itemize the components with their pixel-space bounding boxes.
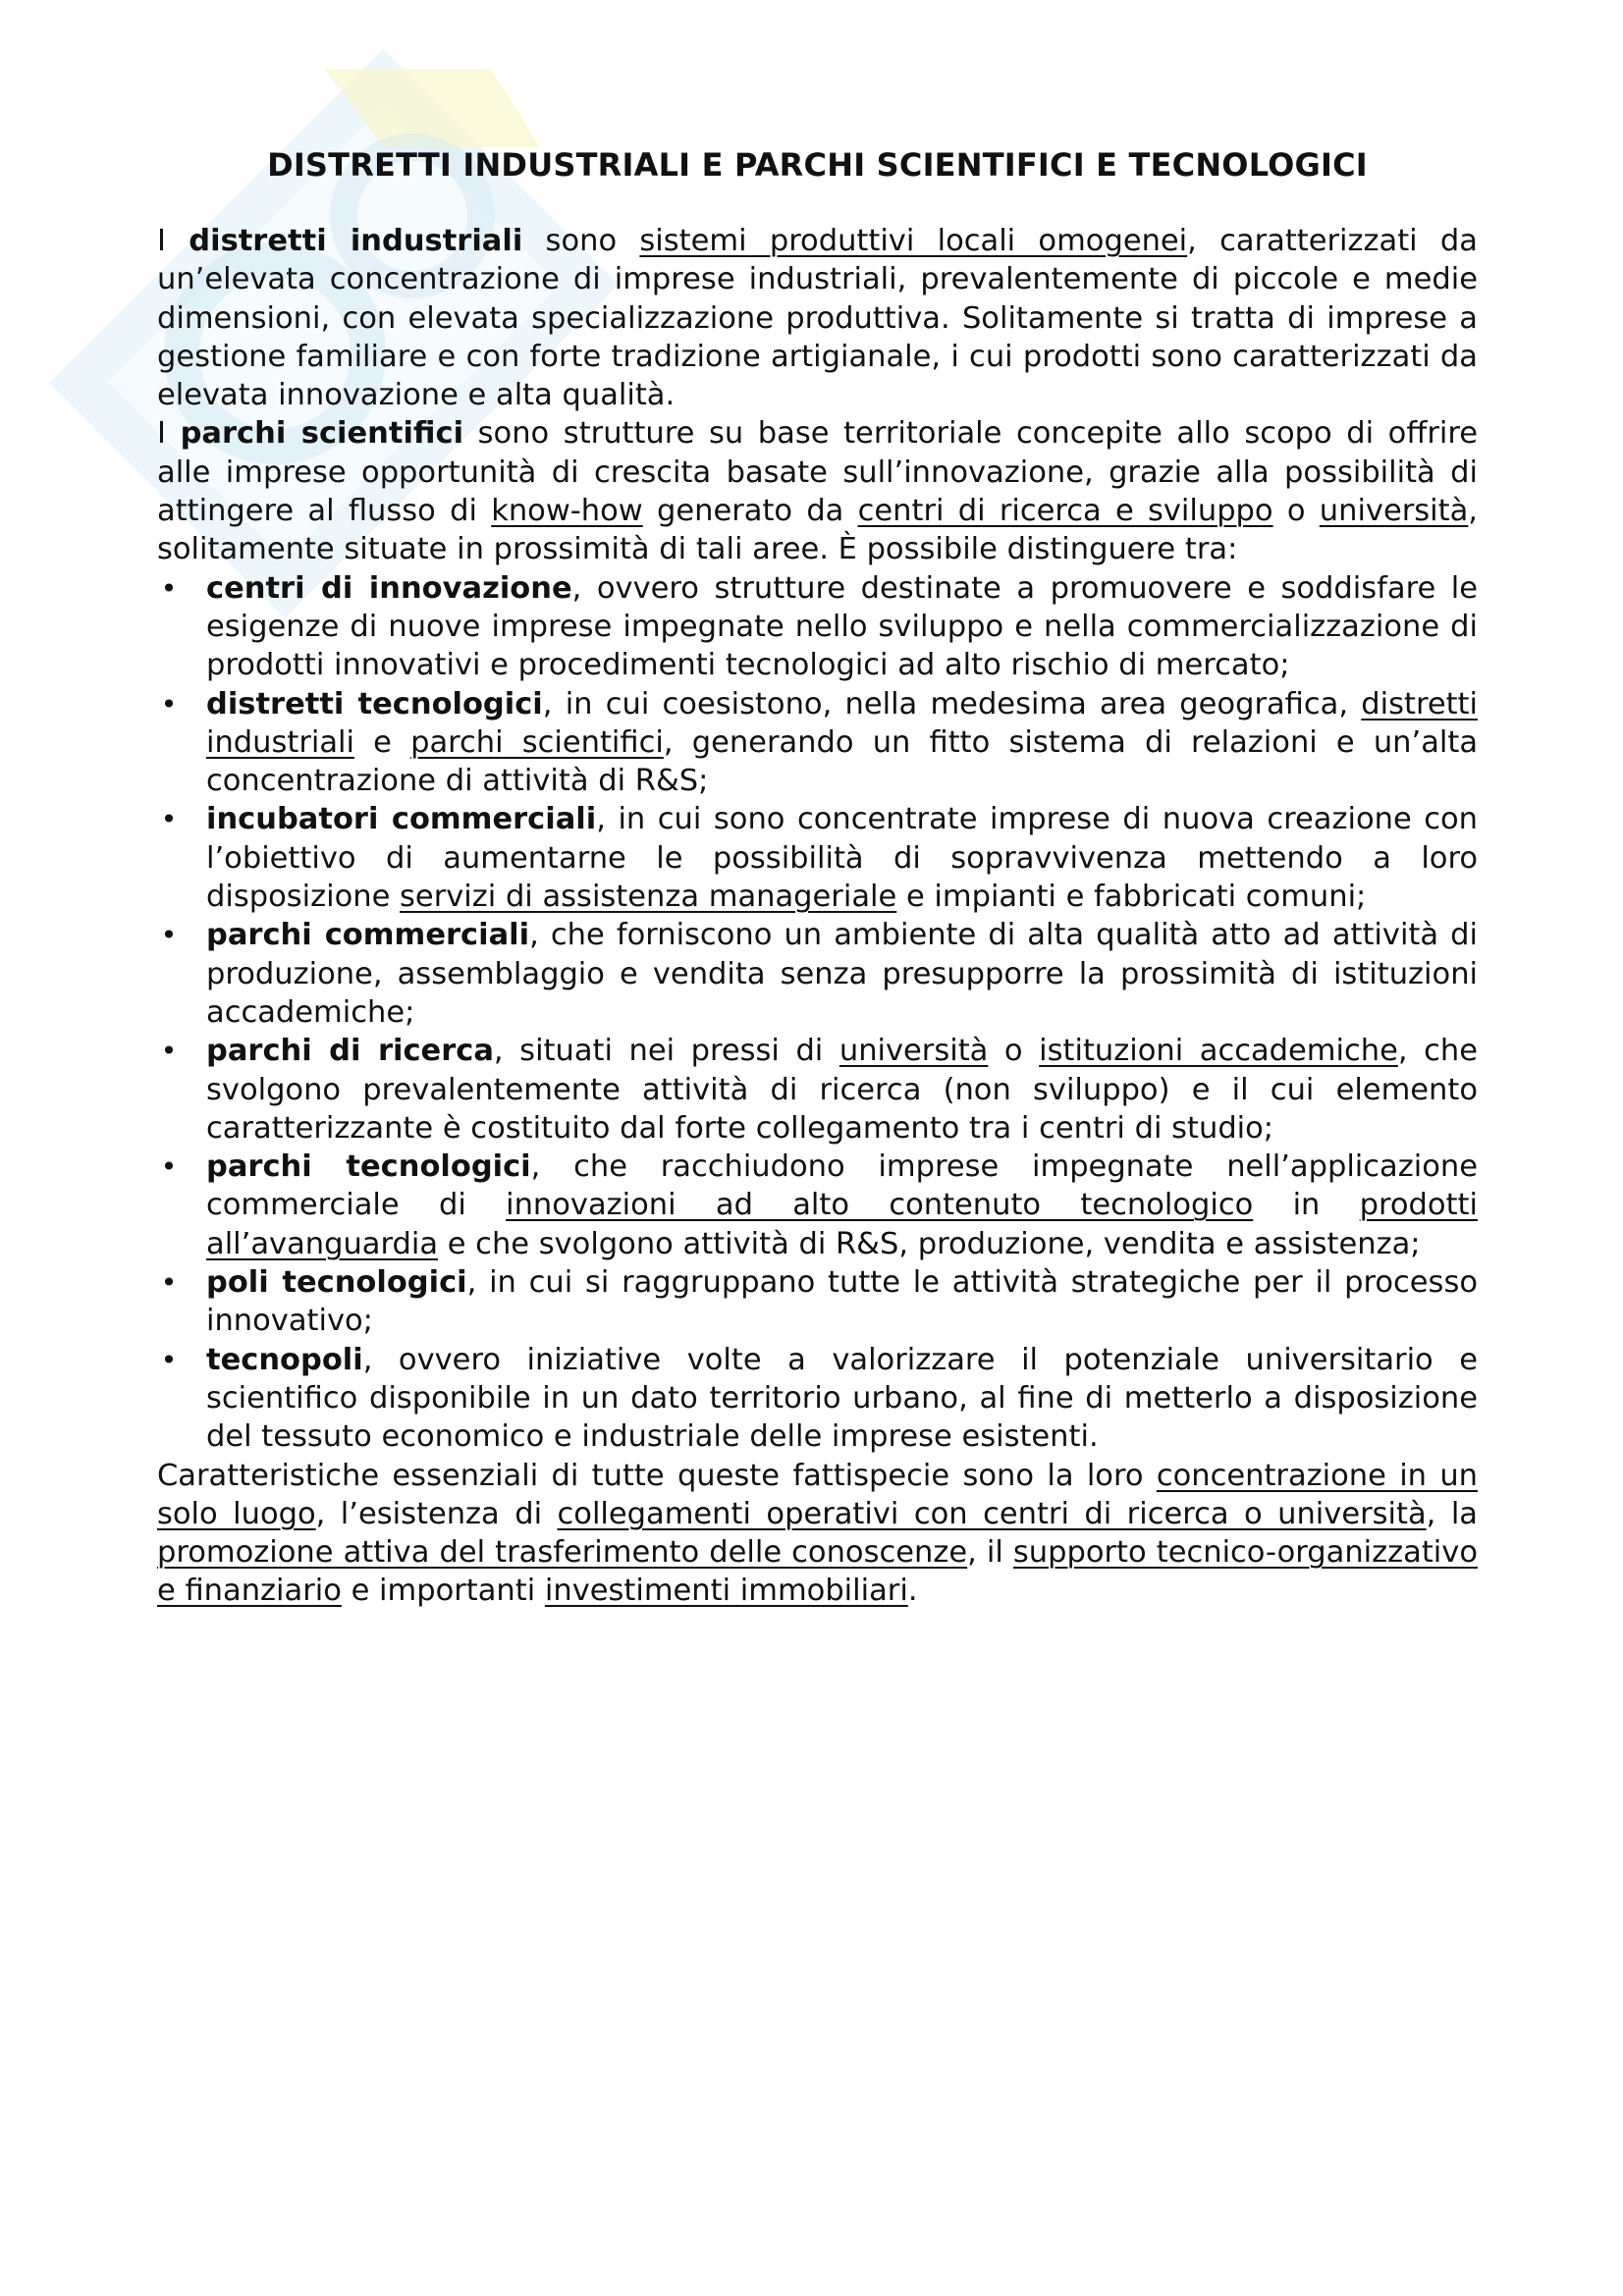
bullet-icon: • (160, 803, 178, 836)
body-paragraph (157, 222, 1478, 414)
bullet-icon: • (160, 919, 178, 952)
text-span: , situati nei pressi di (493, 1034, 839, 1069)
text-span: e (354, 724, 411, 760)
bullet-icon: • (160, 1035, 178, 1068)
underlined-phrase: sistemi produttivi locali omogenei (639, 224, 1188, 258)
text-span: e che svolgono attività di R&S, produzione, vendita e assistenza; (438, 1226, 1421, 1261)
text-span: e impianti e fabbricati comuni; (896, 880, 1367, 915)
bold-term: parchi di ricerca (206, 1034, 494, 1069)
bold-term: parchi scientifici (180, 416, 464, 452)
closing-paragraph (157, 1457, 1478, 1611)
bold-term: poli tecnologici (206, 1265, 467, 1301)
bold-term: parchi tecnologici (206, 1149, 531, 1185)
text-span: , in cui sono concentrate imprese di nuova creazione con l’obiettivo di aumentarne le possibilità di sopravvivenza mettendo a loro disposizione (206, 802, 1478, 915)
list-item (157, 1341, 1478, 1457)
underlined-phrase: università (839, 1034, 989, 1069)
bold-term: distretti tecnologici (206, 686, 543, 721)
text-span: . (907, 1574, 918, 1609)
underlined-phrase: parchi scientifici (410, 724, 664, 760)
body-paragraph (157, 414, 1478, 568)
closing-section (157, 1457, 1478, 1611)
text-span: , ovvero iniziative volte a valorizzare il potenziale universitario e scientifico disponibile in un dato territorio urbano, al fine di metterlo a disposizione del tessuto economico e industriale delle imprese esistenti. (206, 1342, 1478, 1455)
list-item (157, 685, 1478, 801)
text-span: o (1272, 494, 1320, 529)
underlined-phrase: supporto tecnico-organizzativo e finanziario (157, 1535, 1478, 1609)
text-span: , l’esistenza di (315, 1496, 558, 1531)
document-page (157, 145, 1478, 1611)
list-item (157, 569, 1478, 685)
bullet-icon: • (160, 1150, 178, 1184)
text-span: , ovvero strutture destinate a promuovere e soddisfare le esigenze di nuove imprese impegnate nello sviluppo e nella commercializzazione di prodotti innovativi e procedimenti tecnologici ad alto rischio di mercato; (206, 570, 1478, 683)
text-span: , caratterizzati da un’elevata concentrazione di imprese industriali, prevalentemente di piccole e medie dimensioni, con elevata specializzazione produttiva. Solitamente si tratta di imprese a gestione familiare e con forte tradizione artigianale, i cui prodotti sono caratterizzati da elevata innovazione e alta qualità. (157, 224, 1478, 413)
underlined-phrase: promozione attiva del trasferimento delle conoscenze (157, 1535, 968, 1571)
bold-term: tecnopoli (206, 1342, 363, 1377)
bold-term: distretti industriali (189, 224, 523, 258)
list-item (157, 1263, 1478, 1341)
list-item (157, 916, 1478, 1032)
list-item (157, 800, 1478, 916)
text-span: , che forniscono un ambiente di alta qualità atto ad attività di produzione, assemblaggio e vendita senza presupporre la prossimità di istituzioni accademiche; (206, 918, 1479, 1030)
intro-section (157, 222, 1478, 569)
bold-term: parchi commerciali (206, 918, 530, 953)
text-span: , che racchiudono imprese impegnate nell’applicazione commerciale di (206, 1149, 1478, 1223)
text-span: , solitamente situate in prossimità di tali aree. È possibile distinguere tra: (157, 494, 1478, 567)
underlined-phrase: centri di ricerca e sviluppo (857, 494, 1273, 529)
text-span: generato da (642, 494, 858, 529)
underlined-phrase: concentrazione in un solo luogo (157, 1458, 1478, 1531)
bullet-icon: • (160, 571, 178, 605)
underlined-phrase: prodotti all’avanguardia (206, 1188, 1478, 1261)
text-span: , in cui si raggruppano tutte le attività strategiche per il processo innovativo; (206, 1265, 1479, 1339)
underlined-phrase: innovazioni ad alto contenuto tecnologico (506, 1188, 1254, 1223)
list-item (157, 1148, 1478, 1263)
text-span: sono (522, 224, 640, 258)
bold-term: incubatori commerciali (206, 802, 597, 837)
text-span: e importanti (341, 1574, 545, 1609)
text-span: , generando un fitto sistema di relazioni e un’alta concentrazione di attività di R&S; (206, 724, 1479, 799)
document-title: DISTRETTI INDUSTRIALI E PARCHI SCIENTIFICI E TECNOLOGICI (267, 146, 1368, 184)
text-span: , il (967, 1535, 1013, 1571)
bullet-icon: • (160, 1343, 178, 1376)
text-span: , che svolgono prevalentemente attività di ricerca (non sviluppo) e il cui elemento caratterizzante è costituito dal forte collegamento tra i centri di studio; (206, 1034, 1478, 1146)
text-span: I (157, 416, 181, 452)
text-span: o (988, 1034, 1040, 1069)
text-span: in (1253, 1188, 1360, 1223)
text-span: , la (1426, 1496, 1478, 1531)
underlined-phrase: servizi di assistenza manageriale (400, 880, 897, 915)
text-span: , in cui coesistono, nella medesima area geografica, (542, 686, 1362, 721)
underlined-phrase: investimenti immobiliari (544, 1574, 908, 1609)
bold-term: centri di innovazione (206, 570, 572, 606)
bullet-icon: • (160, 1266, 178, 1300)
underlined-phrase: know-how (491, 494, 643, 529)
text-span: Caratteristiche essenziali di tutte queste fattispecie sono la loro (157, 1458, 1157, 1493)
text-span: I (157, 224, 189, 258)
bullet-icon: • (160, 687, 178, 721)
text-span: sono strutture su base territoriale concepite allo scopo di offrire alle imprese opportunità di crescita basate sull’innovazione, grazie alla possibilità di attingere al flusso di (157, 416, 1478, 529)
underlined-phrase: istituzioni accademiche (1039, 1034, 1398, 1069)
list-item (157, 1032, 1478, 1148)
underlined-phrase: università (1319, 494, 1469, 529)
bullet-list (157, 569, 1478, 1457)
underlined-phrase: collegamenti operativi con centri di ricerca o università (557, 1496, 1427, 1531)
underlined-phrase: distretti industriali (206, 686, 1478, 760)
